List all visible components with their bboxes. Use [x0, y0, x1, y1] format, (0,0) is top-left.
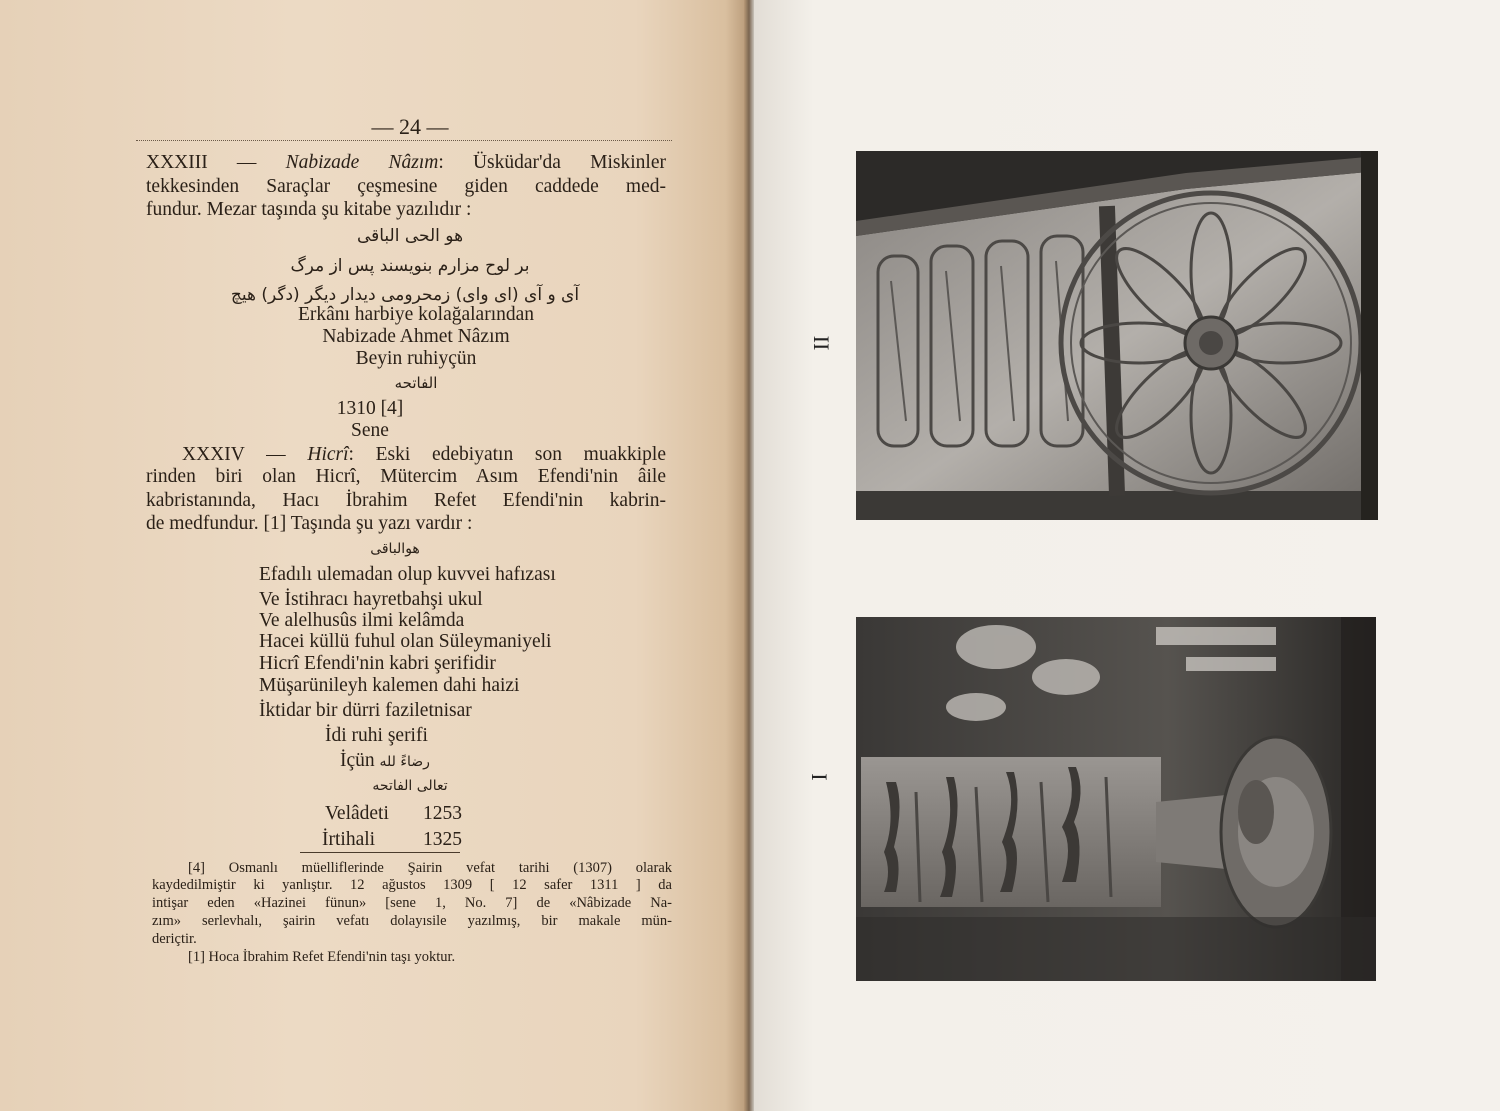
footnote-4-line-3: intişar eden «Hazinei fünun» [sene 1, No. 7] de «Nâbizade Na-: [152, 895, 672, 911]
book-gutter: [744, 0, 754, 1111]
verse-line-6: Müşarünileyh kalemen dahi haizi: [259, 675, 520, 696]
entry-34-heading: XXXIV —: [182, 444, 286, 465]
page-number: — 24 —: [371, 114, 449, 139]
verse-line-3: Ve alelhusûs ilmi kelâmda: [259, 610, 465, 631]
plate-label-i: I: [806, 773, 832, 781]
header-rule: [136, 140, 672, 141]
verse-line-5: Hicrî Efendi'nin kabri şerifidir: [259, 653, 496, 674]
tombstone-rosette-image: [856, 151, 1378, 520]
footnote-4-line-4: zım» serlevhalı, şairin vefatı dolayısile yazılmış, bir makale mün-: [152, 913, 672, 929]
entry-33-line-2: tekkesinden Saraçlar çeşmesine giden caddede med-: [146, 176, 666, 197]
inscription-line-2: Nabizade Ahmet Nâzım: [322, 326, 510, 347]
irtihal-label: İrtihali: [322, 829, 376, 850]
irtihal-year: 1325: [423, 829, 462, 850]
entry-34-line-2: rinden biri olan Hicrî, Mütercim Asım Efendi'nin âile: [146, 466, 666, 487]
idi-ruhi-serifi: İdi ruhi şerifi: [325, 725, 428, 746]
entry-33-heading: XXXIII —: [146, 152, 257, 173]
verse-line-1: Efadılı ulemadan olup kuvvei hafızası: [259, 564, 556, 585]
left-page: [0, 0, 748, 1111]
entry-34-name: Hicrî: [307, 444, 349, 465]
inscription-year: 1310 [4]: [336, 398, 404, 419]
inscription-line-3: Beyin ruhiyçün: [355, 348, 477, 369]
arabic-hu-el-baki: هوالباقی: [370, 541, 420, 557]
photo-turban-headstone: [856, 617, 1376, 981]
entry-34-line-3: kabristanında, Hacı İbrahim Refet Efendi'nin kabrin-: [146, 490, 666, 511]
icun-line: [340, 750, 430, 772]
entry-33-name: Nabizade Nâzım: [285, 152, 439, 173]
footnote-1: [1] Hoca İbrahim Refet Efendi'nin taşı yoktur.: [188, 949, 456, 965]
arabic-verse-1: بر لوح مزارم بنویسند پس از مرگ: [290, 256, 530, 276]
entry-34-line-1: : Eski edebiyatın son muakkiple: [348, 444, 666, 465]
veladet-year: 1253: [423, 803, 462, 824]
photo-carved-tombstone: [856, 151, 1378, 520]
verse-line-4: Hacei küllü fuhul olan Süleymaniyeli: [259, 631, 552, 652]
entry-33-first-line: [146, 152, 666, 174]
plate-label-ii: II: [808, 335, 834, 351]
footnote-4-line-1: [4] Osmanlı müelliflerinde Şairin vefat tarihi (1307) olarak: [188, 860, 672, 876]
entry-34-first-line: [146, 444, 666, 466]
arabic-taala-fatiha: تعالی الفاتحه: [372, 778, 448, 794]
footnote-rule: [300, 852, 460, 853]
entry-33-line-1: : Üsküdar'da Miskinler: [438, 152, 666, 173]
arabic-hu-el-hayy: هو الحی الباقی: [356, 226, 464, 246]
arabic-fatiha: الفاتحه: [394, 374, 438, 392]
verse-line-7: İktidar bir dürri faziletnisar: [259, 700, 472, 721]
turban-headstone-image: [856, 617, 1376, 981]
inscription-sene: Sene: [351, 420, 389, 441]
right-page: [754, 0, 1500, 1111]
veladet-label: Velâdeti: [325, 803, 389, 824]
entry-33-line-3: fundur. Mezar taşında şu kitabe yazılıdır :: [146, 199, 472, 220]
arabic-verse-2: آی و آی (ای وای) زمحرومی دیدار دیگر (دگر) هیچ: [230, 285, 580, 305]
icun-word: İçün: [340, 750, 375, 771]
arabic-rizaen: رضاءً لله: [379, 754, 430, 770]
verse-line-2: Ve İstihracı hayretbahşi ukul: [259, 589, 483, 610]
footnote-4-line-2: kaydedilmiştir ki yanlıştır. 12 ağustos 1309 [ 12 safer 1311 ] da: [152, 877, 672, 893]
entry-34-line-4: de medfundur. [1] Taşında şu yazı vardır :: [146, 513, 473, 534]
inscription-line-1: Erkânı harbiye kolağalarından: [297, 304, 535, 325]
footnote-4-line-5: deriçtir.: [152, 931, 197, 947]
